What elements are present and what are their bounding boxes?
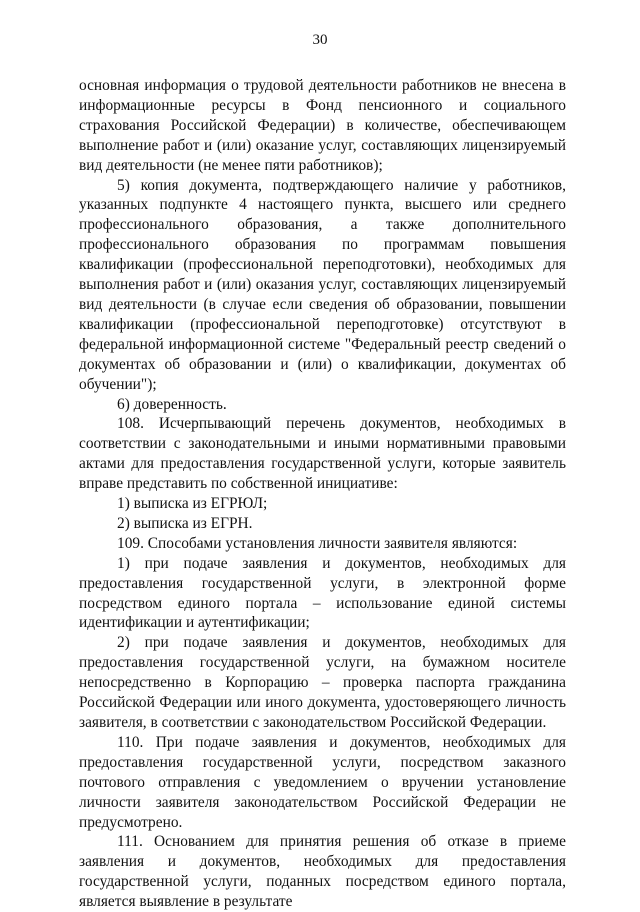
paragraph: 2) выписка из ЕГРН.	[117, 514, 253, 532]
page-number: 30	[312, 32, 328, 48]
paragraph: 1) при подаче заявления и документов, необходимых для предоставления государственной услуги, в электронной форме посредством единого портала – использование единой системы идентификации и аутентификации;	[79, 554, 566, 632]
paragraph: 5) копия документа, подтверждающего наличие у работников, указанных подпункте 4 настоящего пункта, высшего или среднего профессионального образования, а также дополнительного профессионального образования по программам повышения квалификации (профессиональной переподготовки), необходимых для выполнения работ и (или) оказания услуг, составляющих лицензируемый вид деятельности (в случае если сведения об образовании, повышении квалификации (профессиональной переподготовке) отсутствуют в федеральной информационной системе "Федеральный реестр сведений о документах об образовании и (или) о квалификации, документах об обучении");	[79, 176, 566, 393]
paragraph: 109. Способами установления личности заявителя являются:	[117, 534, 518, 552]
paragraph: 108. Исчерпывающий перечень документов, необходимых в соответствии с законодательными и иными нормативными правовыми актами для предоставления государственной услуги, которые заявитель вправе представить по собственной инициативе:	[79, 415, 566, 493]
paragraph: основная информация о трудовой деятельности работников не внесена в информационные ресурсы в Фонд пенсионного и социального страхования Российской Федерации) в количестве, обеспечивающем выполнение работ и (или) оказание услуг, составляющих лицензируемый вид деятельности (не менее пяти работников);	[79, 77, 566, 174]
paragraph: 111. Основанием для принятия решения об отказе в приеме заявления и документов, необходимых для предоставления государственной услуги, поданных посредством единого портала, является выявление в результате	[79, 833, 566, 911]
paragraph: 1) выписка из ЕГРЮЛ;	[117, 495, 268, 513]
paragraph: 2) при подаче заявления и документов, необходимых для предоставления государственной услуги, на бумажном носителе непосредственно в Корпорацию – проверка паспорта гражданина Российской Федерации или иного документа, удостоверяющего личность заявителя, в соответствии с законодательством Российской Федерации.	[79, 634, 566, 731]
paragraph: 6) доверенность.	[117, 395, 227, 413]
paragraph: 110. При подаче заявления и документов, необходимых для предоставления государственной услуги, посредством заказного почтового отправления с уведомлением о вручении установление личности заявителя законодательством Российской Федерации не предусмотрено.	[79, 733, 566, 831]
document-body	[79, 76, 566, 912]
